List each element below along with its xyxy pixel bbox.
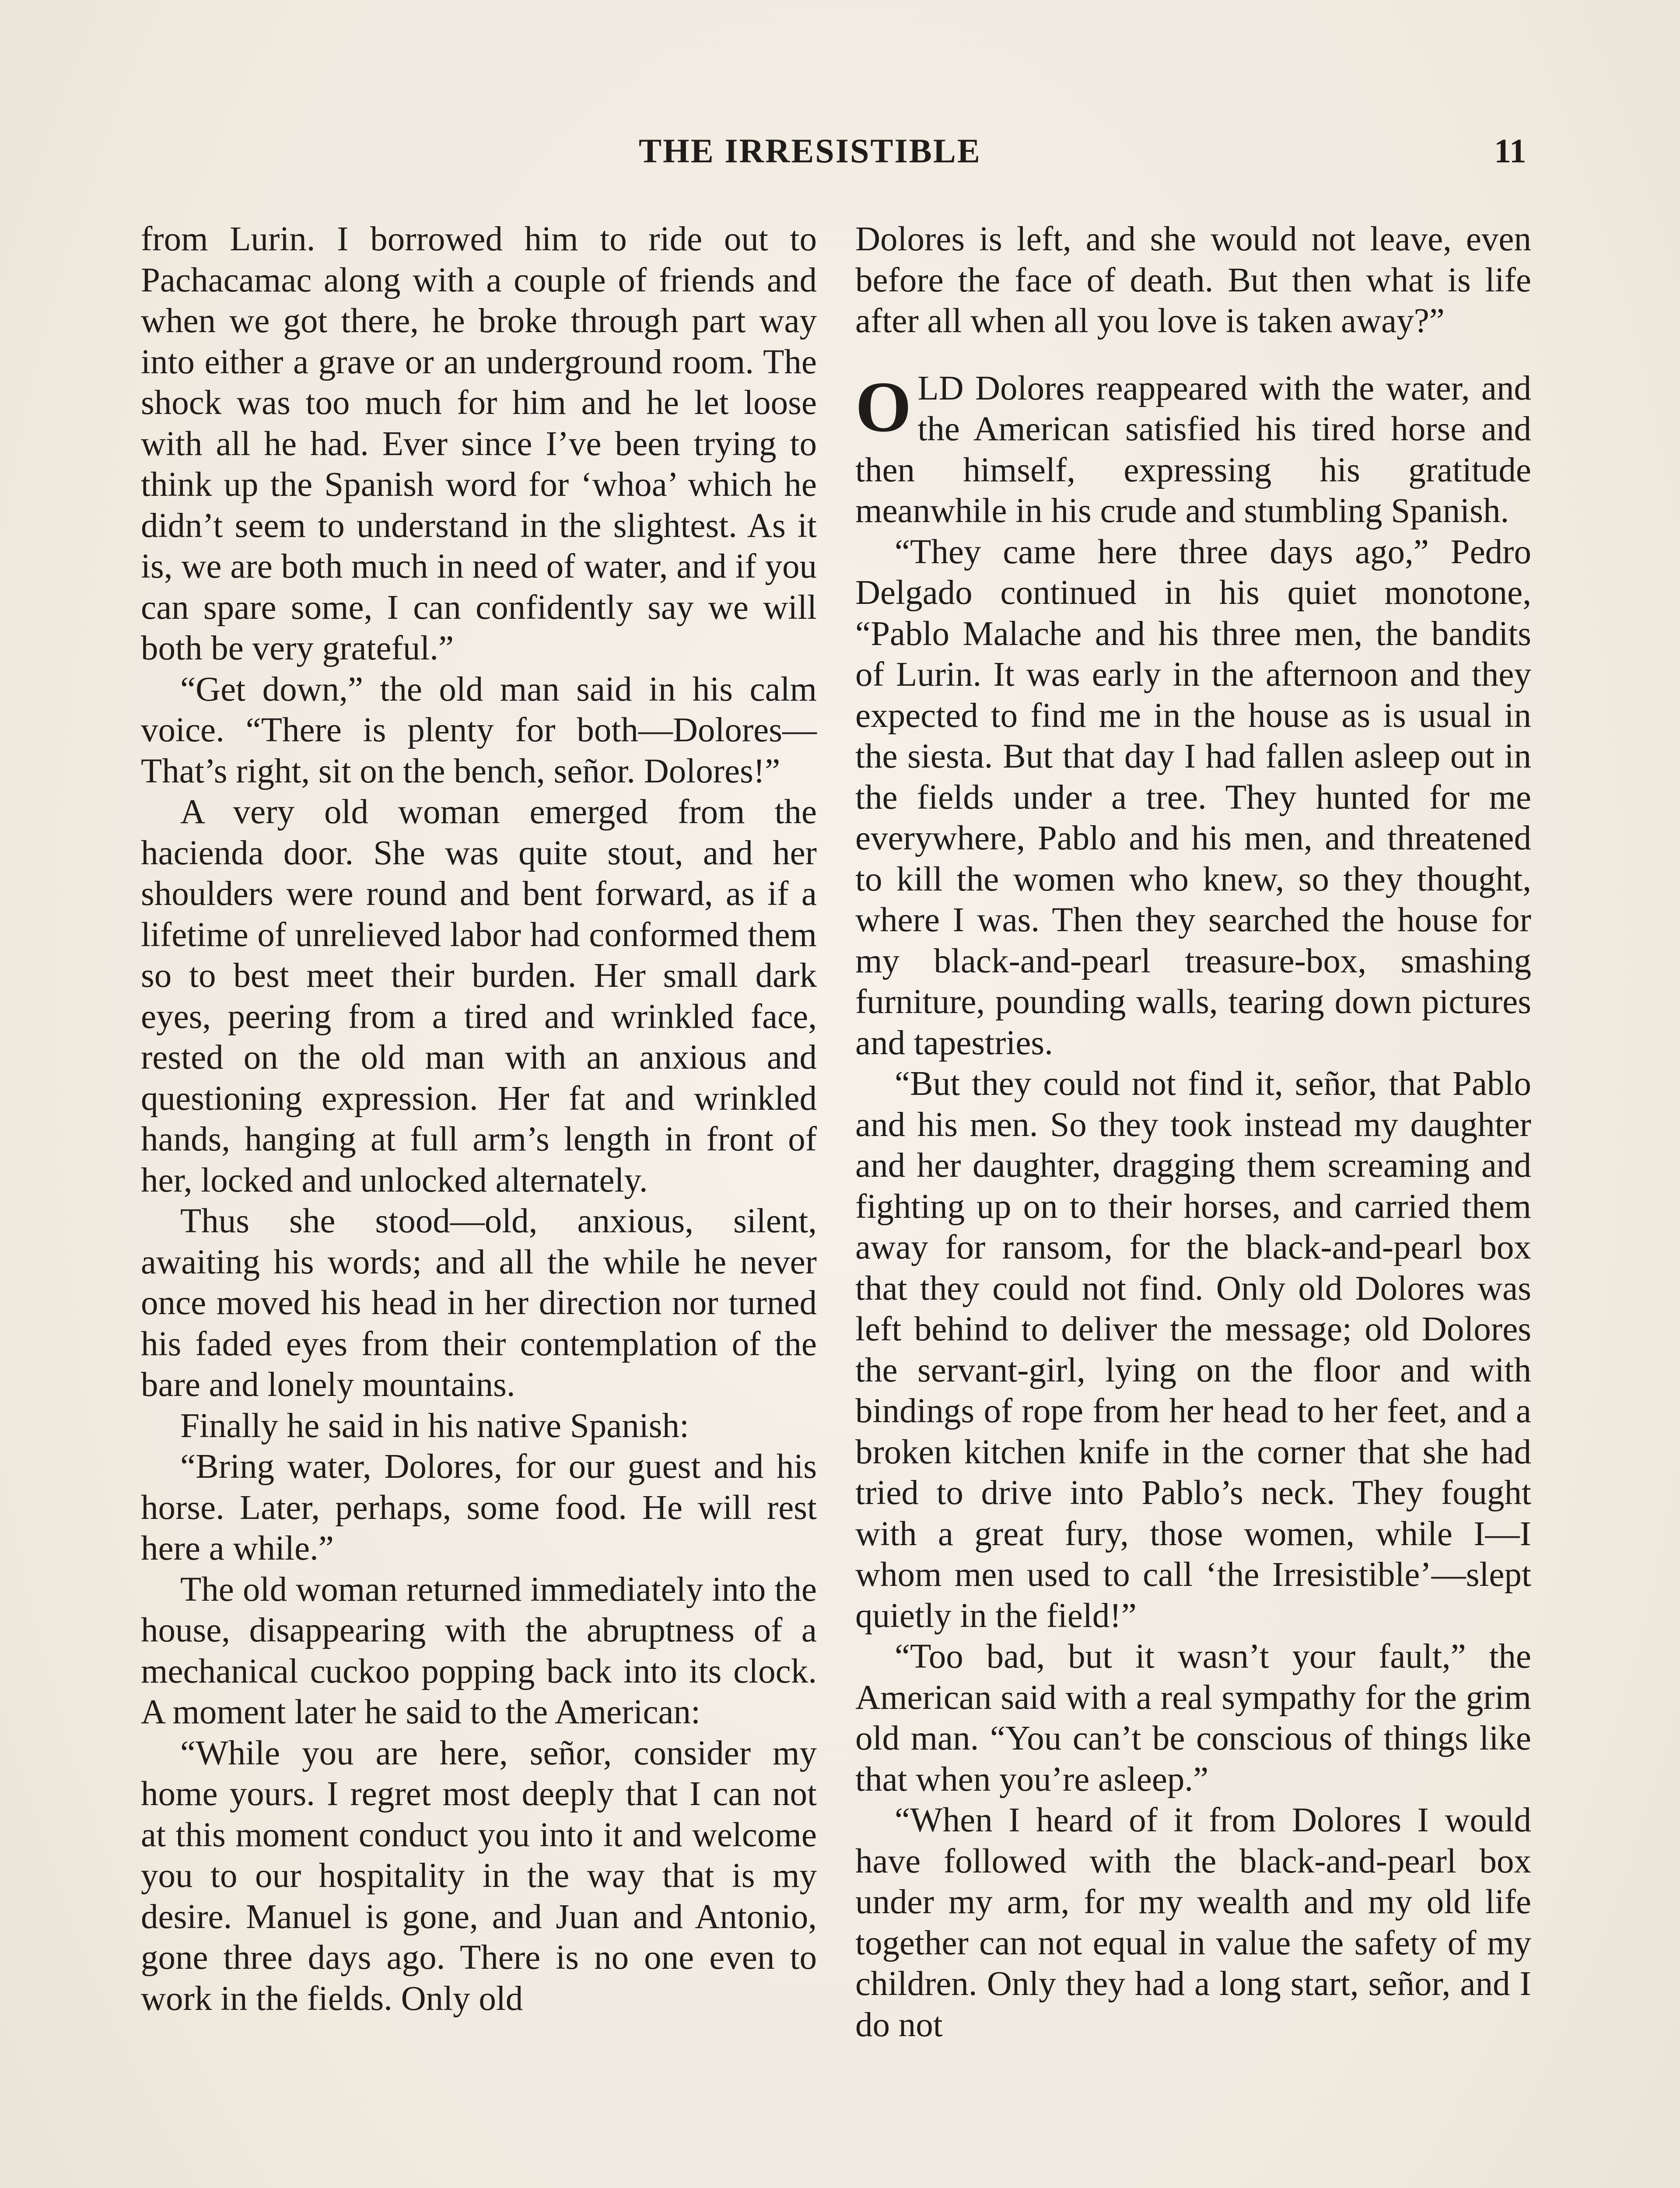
- drop-cap: O: [855, 366, 912, 447]
- drop-cap-smallcaps: LD: [917, 369, 964, 407]
- paragraph: from Lurin. I borrowed him to ride out to Pachacamac along with a couple of friends and when we got there, he broke through part way into either a grave or an underground room. The shock was too much for him and he let loose with all he had. Ever since I’ve been trying to think up the Spanish word for ‘whoa’ which he didn’t seem to understand in the slightest. As it is, we are both much in need of water, and if you can spare some, I can confidently say we will both be very grateful.”: [141, 220, 817, 667]
- paragraph: A very old woman emerged from the hacienda door. She was quite stout, and her shoulders were round and bent forward, as if a lifetime of unrelieved labor had conformed them so to best meet their burden. Her small dark eyes, peering from a tired and wrinkled face, rested on the old man with an anxious and questioning expression. Her fat and wrinkled hands, hanging at full arm’s length in front of her, locked and unlocked alternately.: [141, 793, 817, 1199]
- paragraph: Finally he said in his native Spanish:: [180, 1406, 689, 1445]
- paragraph: “Bring water, Dolores, for our guest and his horse. Later, perhaps, some food. He will rest here a while.”: [141, 1448, 817, 1567]
- paragraph: “But they could not find it, señor, that Pablo and his men. So they took instead my daughter and her daughter, dragging them screaming and fighting up on to their horses, and carried them away for ransom, for the black-and-pearl box that they could not find. Only old Dolores was left behind to deliver the message; old Dolores the servant-girl, lying on the floor and with bindings of rope from her head to her feet, and a broken kitchen knife in the corner that she had tried to drive into Pablo’s neck. They fought with a great fury, those women, while I—I whom men used to call ‘the Irresistible’—slept quietly in the field!”: [855, 1065, 1531, 1635]
- running-head-title: THE IRRESISTIBLE: [639, 132, 981, 170]
- paragraph: “Get down,” the old man said in his calm voice. “There is plenty for both—Dolores— That’s right, sit on the bench, señor. Dolores!”: [141, 670, 817, 790]
- paragraph: “They came here three days ago,” Pedro Delgado continued in his quiet monotone, “Pablo Malache and his three men, the bandits of Lurin. It was early in the afternoon and they expected to find me in the house as is usual in the siesta. But that day I had fallen asleep out in the fields under a tree. They hunted for me everywhere, Pablo and his men, and threatened to kill the women who knew, so they thought, where I was. Then they searched the house for my black-and-pearl treasure-box, smashing furniture, pounding walls, tearing down pictures and tapestries.: [855, 533, 1531, 1062]
- paragraph: “Too bad, but it wasn’t your fault,” the American said with a real sympathy for the grim old man. “You can’t be conscious of things like that when you’re asleep.”: [855, 1637, 1531, 1799]
- left-column: [141, 219, 817, 2019]
- page-number: 11: [1494, 132, 1526, 170]
- paragraph: “When I heard of it from Dolores I would have followed with the black-and-pearl box under my arm, for my wealth and my old life together can not equal in value the safety of my children. Only they had a long start, señor, and I do not: [855, 1801, 1531, 2044]
- paragraph: Dolores is left, and she would not leave, even before the face of death. But then what is life after all when all you love is taken away?”: [855, 220, 1531, 340]
- right-column: [855, 219, 1531, 2045]
- paragraph: The old woman returned immediately into the house, disappearing with the abruptness of a mechanical cuckoo popping back into its clock. A moment later he said to the American:: [141, 1570, 817, 1731]
- paragraph-text: Dolores reappeared with the water, and the American satisfied his tired horse and then himself, expressing his gratitude meanwhile in his crude and stumbling Spanish.: [855, 369, 1531, 530]
- section-opening-paragraph: [855, 368, 1531, 532]
- paragraph: Thus she stood—old, anxious, silent, awaiting his words; and all the while he never once moved his head in her direction nor turned his faded eyes from their contemplation of the bare and lonely mountains.: [141, 1202, 817, 1404]
- paragraph: “While you are here, señor, consider my home yours. I regret most deeply that I can not at this moment conduct you into it and welcome you to our hospitality in the way that is my desire. Manuel is gone, and Juan and Antonio, gone three days ago. There is no one even to work in the fields. Only old: [141, 1734, 817, 2018]
